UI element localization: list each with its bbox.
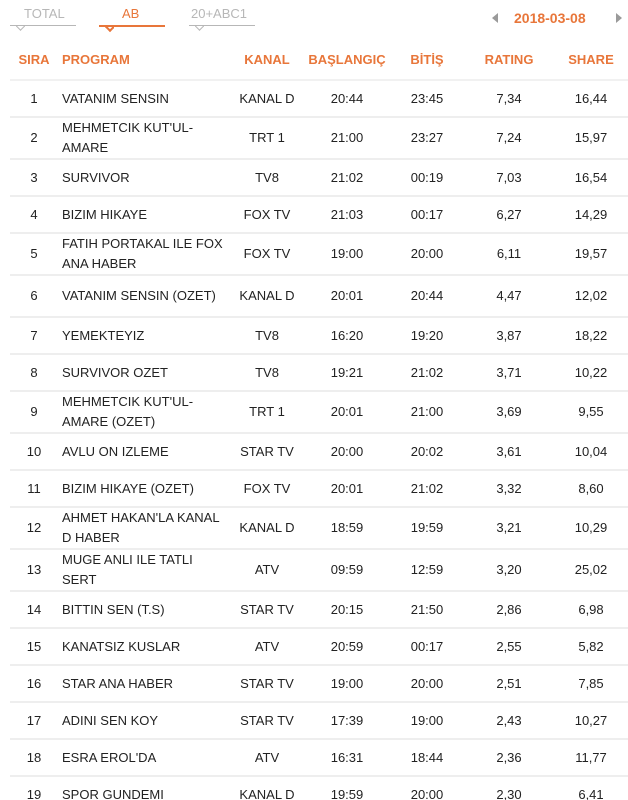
table-row[interactable]: [10, 159, 628, 196]
cell-kanal: FOX TV: [230, 233, 304, 275]
tab-total-label: TOTAL: [24, 6, 65, 21]
cell-sira: 9: [10, 391, 58, 433]
cell-bitis: 12:59: [390, 549, 464, 591]
table-row[interactable]: [10, 470, 628, 507]
cell-program: YEMEKTEYIZ: [58, 317, 230, 354]
table-row[interactable]: [10, 196, 628, 233]
cell-rating: 3,71: [464, 354, 554, 391]
cell-share: 10,29: [554, 507, 628, 549]
cell-kanal: TRT 1: [230, 117, 304, 159]
cell-bitis: 18:44: [390, 739, 464, 776]
cell-share: 6,41: [554, 776, 628, 800]
cell-program: AHMET HAKAN'LA KANAL D HABER: [58, 507, 230, 549]
cell-bitis: 00:17: [390, 628, 464, 665]
cell-share: 10,04: [554, 433, 628, 470]
cell-kanal: TV8: [230, 354, 304, 391]
cell-bitis: 21:02: [390, 354, 464, 391]
cell-bitis: 23:27: [390, 117, 464, 159]
cell-share: 16,54: [554, 159, 628, 196]
cell-baslangic: 21:03: [304, 196, 390, 233]
table-row[interactable]: [10, 776, 628, 800]
cell-rating: 2,36: [464, 739, 554, 776]
cell-bitis: 20:02: [390, 433, 464, 470]
current-date: 2018-03-08: [514, 10, 586, 26]
cell-rating: 2,30: [464, 776, 554, 800]
cell-baslangic: 16:31: [304, 739, 390, 776]
cell-share: 19,57: [554, 233, 628, 275]
cell-rating: 3,32: [464, 470, 554, 507]
cell-program: BIZIM HIKAYE (OZET): [58, 470, 230, 507]
chevron-left-icon[interactable]: [492, 13, 498, 23]
cell-rating: 3,69: [464, 391, 554, 433]
cell-sira: 16: [10, 665, 58, 702]
cell-baslangic: 20:00: [304, 433, 390, 470]
cell-share: 7,85: [554, 665, 628, 702]
cell-kanal: STAR TV: [230, 665, 304, 702]
table-row[interactable]: [10, 739, 628, 776]
cell-baslangic: 19:21: [304, 354, 390, 391]
cell-rating: 7,03: [464, 159, 554, 196]
cell-baslangic: 21:02: [304, 159, 390, 196]
tab-total-pointer-icon: [16, 25, 25, 34]
cell-program: VATANIM SENSIN (OZET): [58, 275, 230, 317]
cell-program: BIZIM HIKAYE: [58, 196, 230, 233]
cell-sira: 18: [10, 739, 58, 776]
cell-sira: 1: [10, 80, 58, 117]
cell-bitis: 19:00: [390, 702, 464, 739]
cell-sira: 14: [10, 591, 58, 628]
cell-sira: 8: [10, 354, 58, 391]
table-row[interactable]: [10, 80, 628, 117]
cell-rating: 3,61: [464, 433, 554, 470]
table-row[interactable]: [10, 549, 628, 591]
cell-program: SPOR GUNDEMI: [58, 776, 230, 800]
cell-program: STAR ANA HABER: [58, 665, 230, 702]
table-row[interactable]: [10, 507, 628, 549]
cell-rating: 3,20: [464, 549, 554, 591]
chevron-right-icon[interactable]: [616, 13, 622, 23]
table-row[interactable]: [10, 391, 628, 433]
cell-bitis: 21:02: [390, 470, 464, 507]
cell-bitis: 00:17: [390, 196, 464, 233]
header-share: SHARE: [554, 40, 628, 80]
cell-kanal: KANAL D: [230, 275, 304, 317]
cell-baslangic: 20:44: [304, 80, 390, 117]
table-row[interactable]: [10, 433, 628, 470]
cell-program: SURVIVOR: [58, 159, 230, 196]
tab-20-abc1-pointer-icon: [195, 25, 204, 34]
header-row: [10, 40, 628, 80]
table-row[interactable]: [10, 591, 628, 628]
cell-rating: 7,34: [464, 80, 554, 117]
cell-sira: 2: [10, 117, 58, 159]
cell-rating: 6,11: [464, 233, 554, 275]
cell-baslangic: 20:01: [304, 391, 390, 433]
cell-share: 10,22: [554, 354, 628, 391]
cell-baslangic: 19:00: [304, 665, 390, 702]
header-bitis: BİTİŞ: [390, 40, 464, 80]
cell-kanal: STAR TV: [230, 702, 304, 739]
cell-rating: 6,27: [464, 196, 554, 233]
cell-program: VATANIM SENSIN: [58, 80, 230, 117]
cell-rating: 4,47: [464, 275, 554, 317]
header-sira: SIRA: [10, 40, 58, 80]
cell-kanal: TV8: [230, 317, 304, 354]
audience-tab-bar: [0, 0, 628, 40]
cell-sira: 17: [10, 702, 58, 739]
table-row[interactable]: [10, 317, 628, 354]
cell-rating: 7,24: [464, 117, 554, 159]
cell-share: 8,60: [554, 470, 628, 507]
cell-sira: 19: [10, 776, 58, 800]
cell-share: 16,44: [554, 80, 628, 117]
cell-kanal: ATV: [230, 549, 304, 591]
cell-baslangic: 17:39: [304, 702, 390, 739]
table-row[interactable]: [10, 628, 628, 665]
cell-baslangic: 09:59: [304, 549, 390, 591]
cell-rating: 2,43: [464, 702, 554, 739]
table-header: [10, 40, 628, 80]
cell-sira: 7: [10, 317, 58, 354]
date-navigator: [488, 10, 628, 30]
table-row[interactable]: [10, 275, 628, 317]
cell-program: ESRA EROL'DA: [58, 739, 230, 776]
cell-baslangic: 20:01: [304, 275, 390, 317]
cell-share: 10,27: [554, 702, 628, 739]
cell-baslangic: 21:00: [304, 117, 390, 159]
cell-program: AVLU ON IZLEME: [58, 433, 230, 470]
cell-program: MEHMETCIK KUT'UL-AMARE (OZET): [58, 391, 230, 433]
table-row[interactable]: [10, 354, 628, 391]
cell-rating: 2,86: [464, 591, 554, 628]
cell-baslangic: 19:59: [304, 776, 390, 800]
table-row[interactable]: [10, 702, 628, 739]
cell-sira: 13: [10, 549, 58, 591]
cell-share: 25,02: [554, 549, 628, 591]
cell-program: ADINI SEN KOY: [58, 702, 230, 739]
cell-share: 14,29: [554, 196, 628, 233]
cell-bitis: 20:00: [390, 233, 464, 275]
cell-baslangic: 20:15: [304, 591, 390, 628]
cell-program: BITTIN SEN (T.S): [58, 591, 230, 628]
cell-bitis: 19:20: [390, 317, 464, 354]
table-row[interactable]: [10, 117, 628, 159]
cell-kanal: TRT 1: [230, 391, 304, 433]
cell-kanal: TV8: [230, 159, 304, 196]
table-row[interactable]: [10, 665, 628, 702]
cell-baslangic: 19:00: [304, 233, 390, 275]
cell-bitis: 21:00: [390, 391, 464, 433]
cell-sira: 15: [10, 628, 58, 665]
table-row[interactable]: [10, 233, 628, 275]
cell-sira: 12: [10, 507, 58, 549]
cell-kanal: ATV: [230, 739, 304, 776]
cell-share: 6,98: [554, 591, 628, 628]
header-program: PROGRAM: [58, 40, 230, 80]
tab-ab[interactable]: [99, 5, 165, 33]
table-body: [10, 80, 628, 800]
tab-20-abc1[interactable]: [189, 5, 255, 33]
cell-rating: 3,21: [464, 507, 554, 549]
header-rating: RATING: [464, 40, 554, 80]
cell-bitis: 23:45: [390, 80, 464, 117]
cell-baslangic: 20:59: [304, 628, 390, 665]
cell-program: MUGE ANLI ILE TATLI SERT: [58, 549, 230, 591]
cell-baslangic: 16:20: [304, 317, 390, 354]
cell-bitis: 19:59: [390, 507, 464, 549]
tab-total[interactable]: [10, 5, 76, 33]
cell-share: 15,97: [554, 117, 628, 159]
ratings-table-container: [10, 40, 628, 800]
cell-program: MEHMETCIK KUT'UL-AMARE: [58, 117, 230, 159]
cell-sira: 11: [10, 470, 58, 507]
header-baslangic: BAŞLANGIÇ: [304, 40, 390, 80]
cell-sira: 5: [10, 233, 58, 275]
tab-ab-label: AB: [122, 6, 140, 21]
cell-baslangic: 18:59: [304, 507, 390, 549]
tab-ab-pointer-icon: [105, 25, 114, 34]
cell-kanal: FOX TV: [230, 196, 304, 233]
cell-bitis: 21:50: [390, 591, 464, 628]
cell-sira: 10: [10, 433, 58, 470]
cell-kanal: STAR TV: [230, 433, 304, 470]
cell-kanal: KANAL D: [230, 80, 304, 117]
cell-kanal: KANAL D: [230, 507, 304, 549]
cell-program: SURVIVOR OZET: [58, 354, 230, 391]
cell-rating: 2,51: [464, 665, 554, 702]
cell-bitis: 00:19: [390, 159, 464, 196]
tab-20-abc1-label: 20+ABC1: [191, 6, 248, 21]
header-kanal: KANAL: [230, 40, 304, 80]
ratings-table: [10, 40, 628, 800]
cell-share: 12,02: [554, 275, 628, 317]
cell-bitis: 20:00: [390, 665, 464, 702]
cell-sira: 6: [10, 275, 58, 317]
cell-sira: 4: [10, 196, 58, 233]
cell-share: 9,55: [554, 391, 628, 433]
cell-kanal: KANAL D: [230, 776, 304, 800]
cell-share: 18,22: [554, 317, 628, 354]
cell-program: FATIH PORTAKAL ILE FOX ANA HABER: [58, 233, 230, 275]
cell-rating: 2,55: [464, 628, 554, 665]
cell-kanal: FOX TV: [230, 470, 304, 507]
cell-baslangic: 20:01: [304, 470, 390, 507]
cell-kanal: ATV: [230, 628, 304, 665]
cell-rating: 3,87: [464, 317, 554, 354]
cell-bitis: 20:00: [390, 776, 464, 800]
cell-share: 11,77: [554, 739, 628, 776]
cell-sira: 3: [10, 159, 58, 196]
cell-bitis: 20:44: [390, 275, 464, 317]
cell-program: KANATSIZ KUSLAR: [58, 628, 230, 665]
cell-kanal: STAR TV: [230, 591, 304, 628]
cell-share: 5,82: [554, 628, 628, 665]
